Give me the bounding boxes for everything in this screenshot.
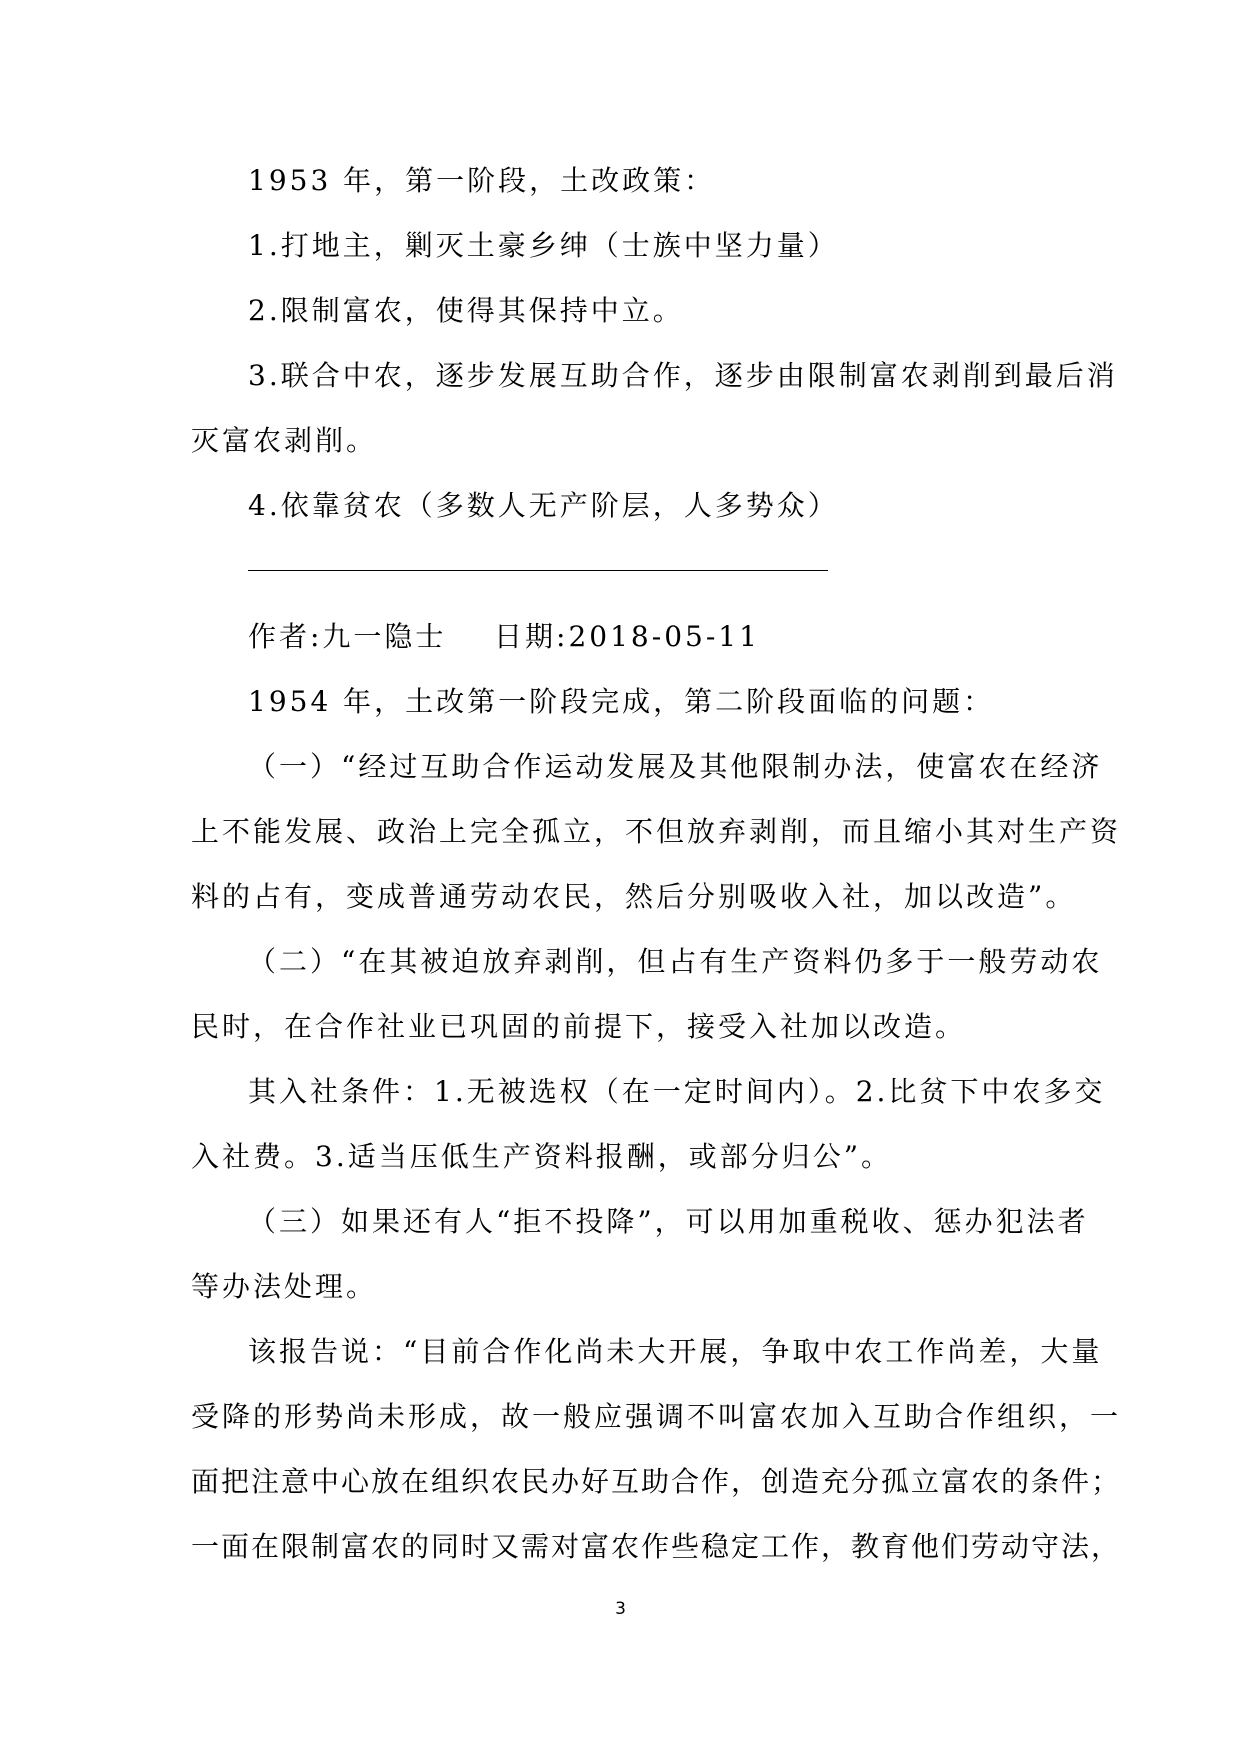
author-date-line: 作者:九一隐士 日期:2018-05-11	[248, 620, 760, 653]
text-line: 4.依靠贫农（多数人无产阶层，人多势众）	[248, 489, 839, 522]
text-line: （二）“在其被迫放弃剥削，但占有生产资料仍多于一般劳动农	[248, 945, 1103, 978]
text-line: 其入社条件：1.无被选权（在一定时间内）。2.比贫下中农多交	[248, 1075, 1106, 1108]
page-number: 3	[615, 1599, 626, 1619]
text-line: 1953 年，第一阶段，土改政策：	[248, 164, 716, 197]
text-line: 2.限制富农，使得其保持中立。	[248, 294, 684, 327]
separator-line	[248, 570, 828, 571]
text-line: 上不能发展、政治上完全孤立，不但放弃剥削，而且缩小其对生产资	[191, 815, 1122, 848]
text-line: 1954 年，土改第一阶段完成，第二阶段面临的问题：	[248, 685, 995, 718]
text-line: （三）如果还有人“拒不投降”，可以用加重税收、惩办犯法者	[248, 1205, 1089, 1238]
text-line: 料的占有，变成普通劳动农民，然后分别吸收入社，加以改造”。	[191, 880, 1077, 913]
text-line: 等办法处理。	[191, 1270, 378, 1303]
text-line: 入社费。3.适当压低生产资料报酬，或部分归公”。	[191, 1140, 893, 1173]
text-line: （一）“经过互助合作运动发展及其他限制办法，使富农在经济	[248, 750, 1103, 783]
text-line: 民时，在合作社业已巩固的前提下，接受入社加以改造。	[191, 1010, 967, 1043]
text-line: 3.联合中农，逐步发展互助合作，逐步由限制富农剥削到最后消	[248, 359, 1118, 392]
text-line: 该报告说：“目前合作化尚未大开展，争取中农工作尚差，大量	[248, 1335, 1103, 1368]
text-line: 一面在限制富农的同时又需对富农作些稳定工作，教育他们劳动守法，	[191, 1530, 1122, 1563]
text-line: 面把注意中心放在组织农民办好互助合作，创造充分孤立富农的条件；	[191, 1465, 1122, 1498]
text-line: 灭富农剥削。	[191, 424, 378, 457]
text-line: 受降的形势尚未形成，故一般应强调不叫富农加入互助合作组织，一	[191, 1400, 1122, 1433]
text-line: 1.打地主，剿灭土豪乡绅（士族中坚力量）	[248, 229, 839, 262]
